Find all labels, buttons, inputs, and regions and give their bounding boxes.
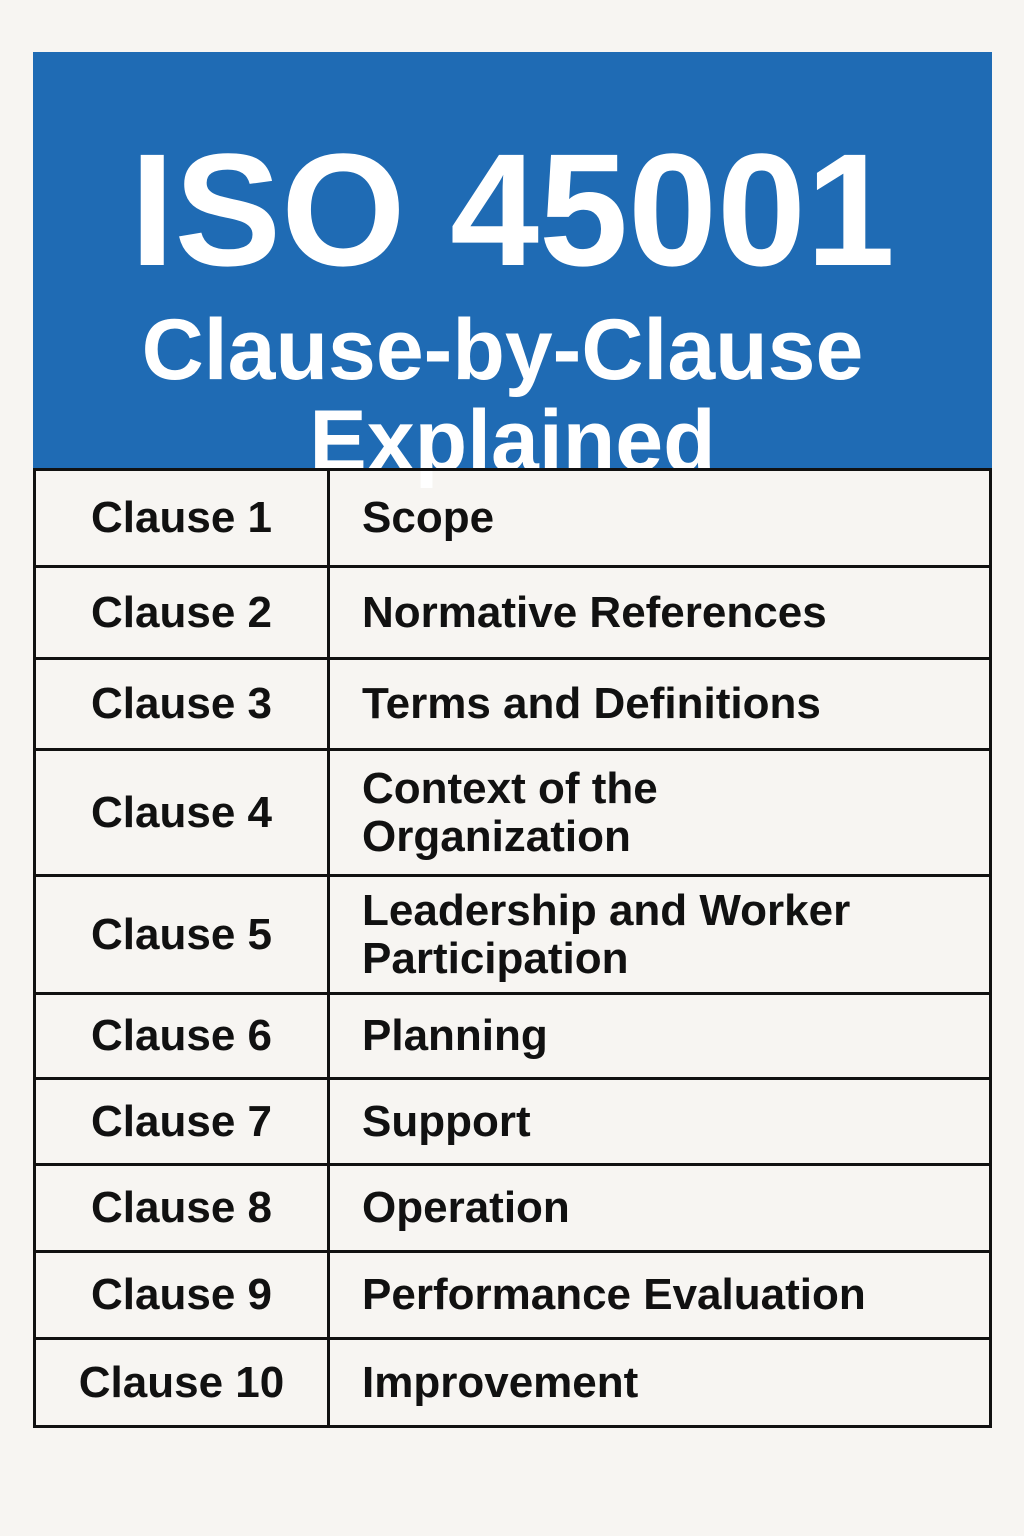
clause-number: Clause 5	[36, 877, 330, 992]
table-row	[36, 471, 989, 568]
clause-number: Clause 7	[36, 1080, 330, 1163]
table-row	[36, 877, 989, 995]
table-row	[36, 995, 989, 1080]
title-subtitle-line2: Explained	[309, 393, 716, 489]
clause-number: Clause 3	[36, 660, 330, 748]
clause-number: Clause 8	[36, 1166, 330, 1250]
table-row	[36, 1080, 989, 1166]
table-row	[36, 1340, 989, 1425]
table-row	[36, 660, 989, 751]
clause-number: Clause 6	[36, 995, 330, 1077]
clause-title: Support	[362, 1096, 531, 1146]
title-banner	[33, 52, 992, 489]
clause-number: Clause 2	[36, 568, 330, 657]
clause-title: Improvement	[362, 1357, 639, 1407]
clause-title: Scope	[362, 493, 495, 542]
title-subtitle-line1: Clause-by-Clause	[141, 302, 864, 398]
clause-title: Operation	[362, 1183, 570, 1232]
clause-table	[33, 468, 992, 1428]
clause-title: Leadership and Worker Participation	[362, 885, 851, 983]
clause-number: Clause 9	[36, 1253, 330, 1337]
table-row	[36, 1253, 989, 1340]
clause-title: Performance Evaluation	[362, 1270, 866, 1319]
clause-number: Clause 1	[36, 471, 330, 565]
table-row	[36, 568, 989, 660]
clause-number: Clause 4	[36, 751, 330, 874]
clause-title: Terms and Definitions	[362, 679, 821, 728]
clause-title: Normative References	[362, 587, 827, 637]
table-row	[36, 751, 989, 877]
title-main: ISO 45001	[130, 120, 895, 299]
clause-number: Clause 10	[36, 1340, 330, 1425]
clause-title: Planning	[362, 1011, 548, 1060]
table-row	[36, 1166, 989, 1253]
clause-title: Context of the Organization	[362, 763, 658, 861]
